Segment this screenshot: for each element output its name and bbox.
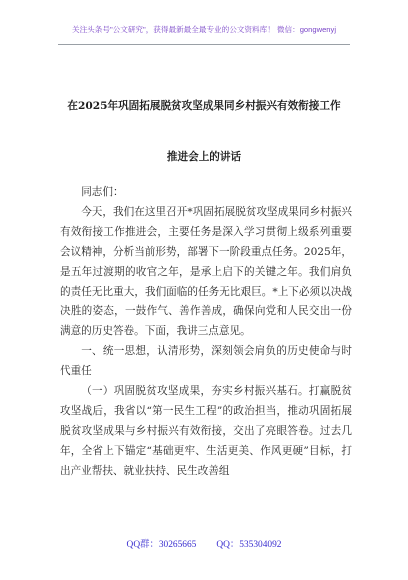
document-title-line1: 在2025年巩固拓展脱贫攻坚成果同乡村振兴有效衔接工作 xyxy=(67,100,341,112)
qq-group-number: QQ群：30265665 xyxy=(126,540,197,550)
header-divider xyxy=(58,44,350,45)
header-banner: 关注头条号"公文研究"，获得最新最全最专业的公文资料库！ 微信：gongwenyj xyxy=(71,25,337,34)
document-title-line2: 推进会上的讲话 xyxy=(166,151,242,163)
paragraph-subsection-1: （一）巩固脱贫攻坚成果，夯实乡村振兴基石。打赢脱贫攻坚战后，我省以“第一民生工程”的政治担当，推动巩固拓展脱贫攻坚成果与乡村振兴有效衔接，交出了亮眼答卷。过去几年，全省上下锚定“基础更牢、生活更美、作风更硬”目标，打出产业帮扶、就业扶持、民生改善组 xyxy=(60,385,352,477)
footer-contact xyxy=(0,536,408,550)
paragraph-opening: 今天，我们在这里召开*巩固拓展脱贫攻坚成果同乡村振兴有效衔接工作推进会，主要任务是深入学习贯彻上级系列重要会议精神，分析当前形势，部署下一阶段重点任务。2025年，是五年过渡期的收官之年，是承上启下的关键之年。我们肩负的责任无比重大，我们面临的任务无比艰巨。*上下必须以决战决胜的姿态，一鼓作气、善作善成，确保向党和人民交出一份满意的历史答卷。下面，我讲三点意见。 xyxy=(60,205,352,338)
salutation: 同志们： xyxy=(81,186,124,198)
document-body xyxy=(60,183,352,482)
section-heading-1: 一、统一思想，认清形势，深刻领会肩负的历史使命与时代重任 xyxy=(60,345,352,378)
qq-number: QQ：535304092 xyxy=(216,540,282,550)
